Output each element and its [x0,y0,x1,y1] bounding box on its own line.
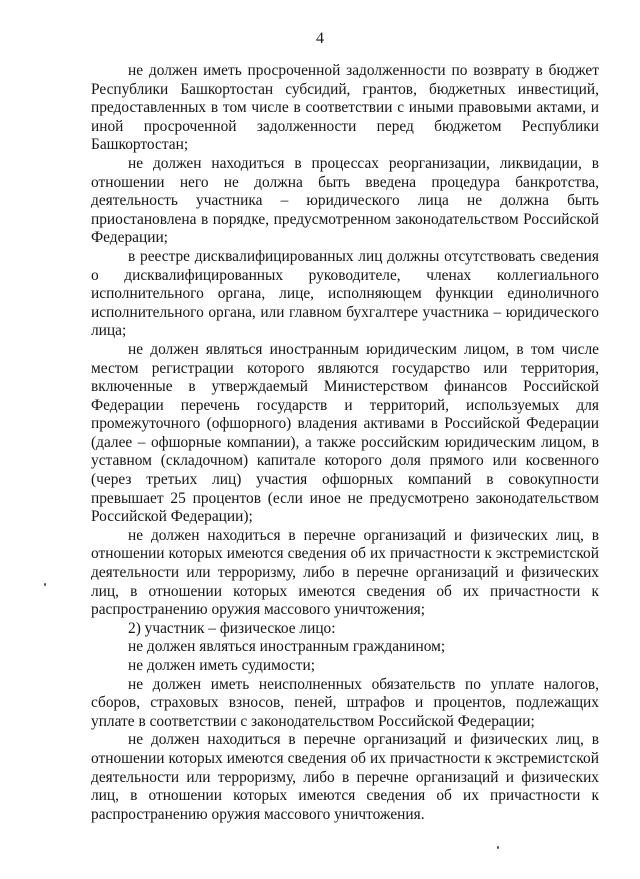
page-number: 4 [316,30,324,47]
paragraph-extremism-list-individual: не должен находиться в перечне организаций и физических лиц, в отношении которых имеются сведения об их причастности к экстремистской деятельности или терроризму, либо в перечне организаций и физических лиц, в отношении которых имеются сведения об их причастности к распространению оружия массового уничтожения. [91,731,599,823]
paragraph-budget-debt: не должен иметь просроченной задолженности по возврату в бюджет Республики Башкортостан субсидий, грантов, бюджетных инвестиций, предоставленных в том числе в соответствии с иными правовыми актами, и иной просроченной задолженности перед бюджетом Республики Башкортостан; [91,62,599,154]
paragraph-individual-heading: 2) участник – физическое лицо: [128,619,336,637]
paragraph-not-foreign-citizen: не должен являться иностранным гражданином; [128,638,446,656]
paragraph-tax-obligations: не должен иметь неисполненных обязательств по уплате налогов, сборов, страховых взносов, пеней, штрафов и процентов, подлежащих уплате в соответствии с законодательством Российской Федерации; [91,675,599,730]
paragraph-extremism-list-legal: не должен находиться в перечне организаций и физических лиц, в отношении которых имеются сведения об их причастности к экстремистской деятельности или терроризму, либо в перечне организаций и физических лиц, в отношении которых имеются сведения об их причастности к распространению оружия массового уничтожения; [91,526,599,619]
paragraph-no-criminal-record: не должен иметь судимости; [128,657,315,674]
paragraph-disqualified-persons: в реестре дисквалифицированных лиц должны отсутствовать сведения о дисквалифицированных руководителе, членах коллегиального исполнительного органа, лице, исполняющем функции единоличного исполнительного органа, или главном бухгалтере участника – юридического лица; [91,247,599,340]
paragraph-reorganization: не должен находиться в процессах реорганизации, ликвидации, в отношении него не должна быть введена процедура банкротства, деятельность участника – юридического лица не должна быть приостановлена в порядке, предусмотренном законодательством Российской Федерации; [91,154,599,247]
scan-speck [44,583,46,586]
document-body [91,62,599,824]
scan-speck [497,846,499,849]
paragraph-foreign-legal-entity: не должен являться иностранным юридическим лицом, в том числе местом регистрации которого являются государство или территория, включенные в утверждаемый Министерством финансов Российской Федерации перечень государств и территорий, используемых для промежуточного (офшорного) владения активами в Российской Федерации (далее – офшорные компании), а также российским юридическим лицом, в уставном (складочном) капитале которого доля прямого или косвенного (через третьих лиц) участия офшорных компаний в совокупности превышает 25 процентов (если иное не предусмотрено законодательством Российской Федерации); [91,340,599,526]
